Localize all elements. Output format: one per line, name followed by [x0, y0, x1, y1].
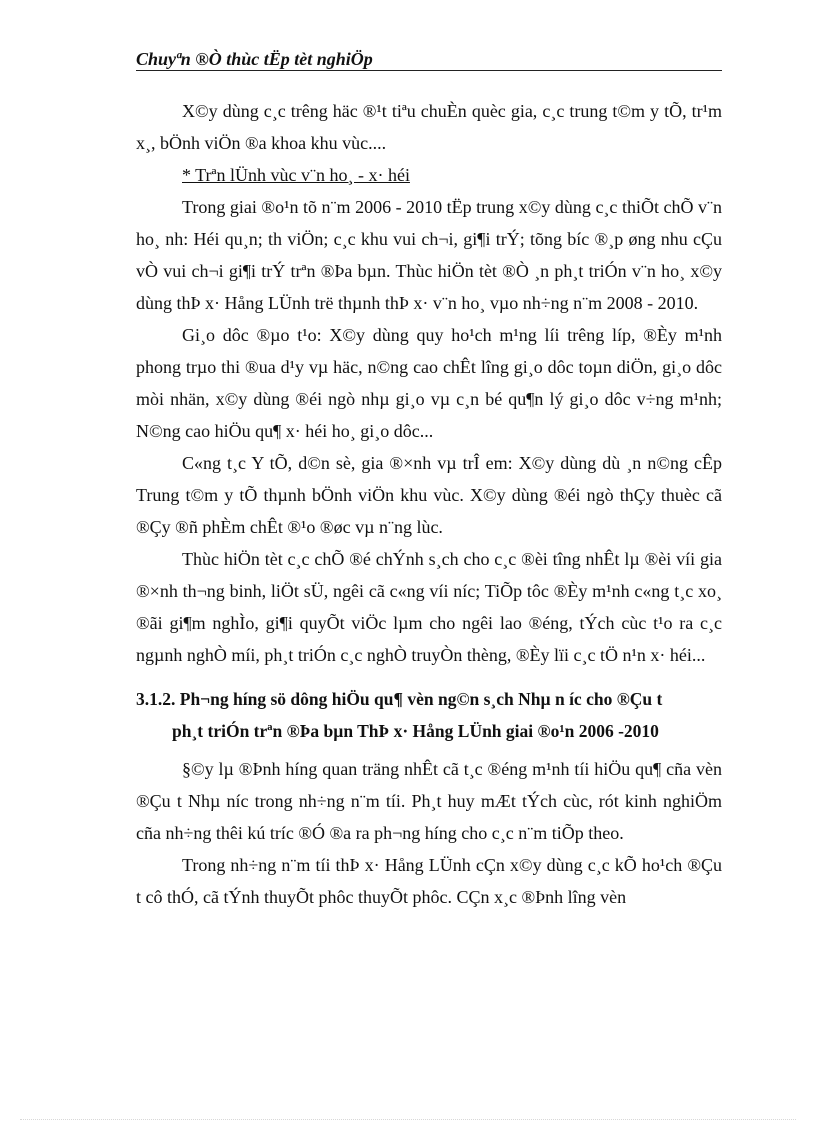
header-divider — [136, 70, 722, 71]
paragraph: Thùc hiÖn tèt c¸c chÕ ®é chÝnh s¸ch cho c¸c ®èi tîng nhÊt lµ ®èi víi gia ®×nh th¬ng binh, liÖt sÜ, ngêi cã c«ng víi níc; TiÕp tôc ®Èy m¹nh c«ng t¸c xo¸ ®ãi gi¶m nghÌo, gi¶i quyÕt viÖc lµm cho ngêi lao ®éng, tÝch cùc t¹o ra c¸c ngµnh nghÒ míi, ph¸t triÓn c¸c nghÒ truyÒn thèng, ®Èy lïi c¸c tÖ n¹n x· héi... — [136, 549, 722, 665]
page-header-title: Chuyªn ®Ò thùc tËp tèt nghiÖp — [136, 49, 373, 69]
paragraph: Trong giai ®o¹n tõ n¨m 2006 - 2010 tËp trung x©y dùng c¸c thiÕt chÕ v¨n ho¸ nh: Héi qu¸n; th viÖn; c¸c khu vui ch¬i, gi¶i trÝ; tõng bíc ®¸p øng nhu cÇu vÒ vui ch¬i gi¶i trÝ trªn ®Þa bµn. Thùc hiÖn tèt ®Ò ¸n ph¸t triÓn v¨n ho¸ x©y dùng thÞ x· Hång LÜnh trë thµnh thÞ x· v¨n ho¸ vµo nh÷ng n¨m 2008 - 2010. — [136, 197, 722, 313]
paragraph: §©y lµ ®Þnh híng quan träng nhÊt cã t¸c ®éng m¹nh tíi hiÖu qu¶ cña vèn ®Çu t Nhµ níc trong nh÷ng n¨m tíi. Ph¸t huy mÆt tÝch cùc, rót kinh nghiÖm cña nh÷ng thêi kú tríc ®Ó ®a ra ph¬ng híng cho c¸c n¨m tiÕp theo. — [136, 759, 722, 843]
subsection-title — [136, 159, 722, 191]
section-heading — [136, 683, 722, 747]
section-heading-line-1: 3.1.2. Ph¬ng híng sö dông hiÖu qu¶ vèn ng©n s¸ch Nhµ n íc cho ®Çu t — [136, 689, 663, 709]
paragraph: Trong nh÷ng n¨m tíi thÞ x· Hång LÜnh cÇn x©y dùng c¸c kÕ ho¹ch ®Çu t cô thÓ, cã tÝnh thuyÕt phôc thuyÕt phôc. CÇn x¸c ®Þnh lîng vèn — [136, 855, 722, 907]
footer-dotted-line — [20, 1119, 796, 1120]
section-heading-line-2: ph¸t triÓn trªn ®Þa bµn ThÞ x· Hång LÜnh giai ®o¹n 2006 -2010 — [172, 721, 659, 741]
subsection-title-text: * Trªn lÜnh vùc v¨n ho¸ - x· héi — [182, 165, 410, 185]
paragraph: C«ng t¸c Y tÕ, d©n sè, gia ®×nh vµ trÎ em: X©y dùng dù ¸n n©ng cÊp Trung t©m y tÕ thµnh bÖnh viÖn khu vùc. X©y dùng ®éi ngò thÇy thuèc cã ®Çy ®ñ phÈm chÊt ®¹o ®øc vµ n¨ng lùc. — [136, 453, 722, 537]
paragraph: X©y dùng c¸c trêng häc ®¹t tiªu chuÈn quèc gia, c¸c trung t©m y tÕ, tr¹m x¸, bÖnh viÖn ®a khoa khu vùc.... — [136, 101, 722, 153]
paragraph: Gi¸o dôc ®µo t¹o: X©y dùng quy ho¹ch m¹ng líi trêng líp, ®Èy m¹nh phong trµo thi ®ua d¹y vµ häc, n©ng cao chÊt lîng gi¸o dôc toµn diÖn, gi¸o dôc mòi nhän, x©y dùng ®éi ngò nhµ gi¸o vµ c¸n bé qu¶n lý gi¸o dôc v÷ng m¹nh; N©ng cao hiÖu qu¶ x· héi ho¸ gi¸o dôc... — [136, 325, 722, 441]
document-body — [136, 95, 722, 913]
